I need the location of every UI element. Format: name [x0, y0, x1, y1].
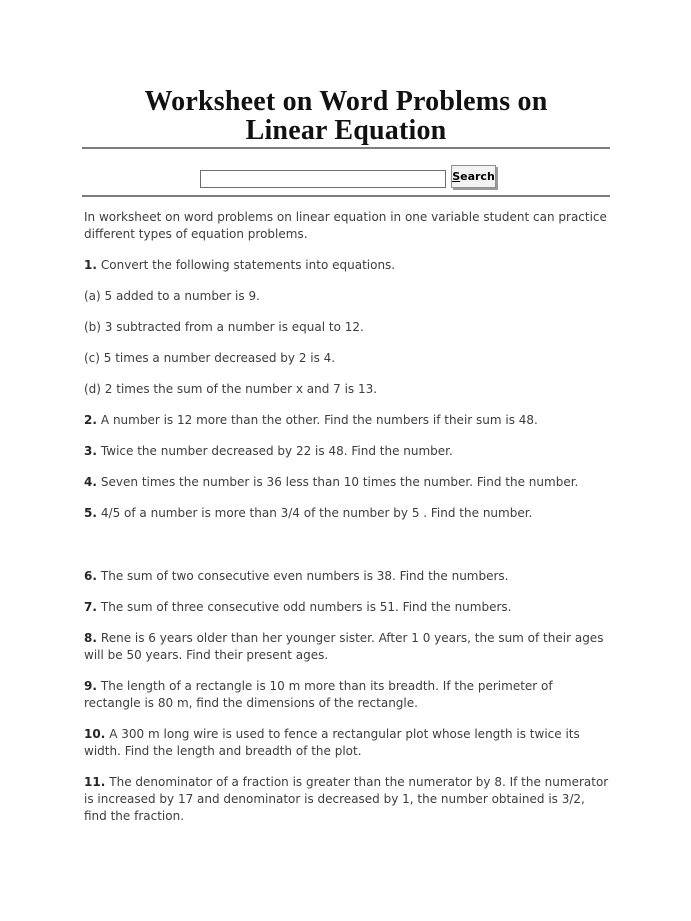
search-button-label: Search — [452, 170, 495, 183]
search-input[interactable] — [200, 170, 446, 188]
problem-text: Twice the number decreased by 22 is 48. Find the number. — [100, 444, 453, 458]
problem-number: 4. — [84, 475, 97, 489]
problem-item — [82, 257, 610, 274]
page-title-line-1: Worksheet on Word Problems on — [144, 86, 548, 117]
problem-text: (b) 3 subtracted from a number is equal to 12. — [84, 320, 364, 334]
problem-item — [82, 505, 610, 522]
problem-text: The sum of three consecutive odd numbers is 51. Find the numbers. — [100, 600, 512, 614]
problem-text: A 300 m long wire is used to fence a rectangular plot whose length is twice its width. Find the length and breadth of the plot. — [84, 727, 580, 758]
problem-item — [82, 350, 610, 367]
problem-number: 11. — [84, 775, 106, 789]
problem-text: Convert the following statements into equations. — [100, 258, 396, 272]
problem-text: (a) 5 added to a number is 9. — [84, 289, 260, 303]
search-button[interactable] — [451, 165, 496, 188]
problem-text: (c) 5 times a number decreased by 2 is 4. — [84, 351, 336, 365]
problem-item — [82, 726, 610, 760]
worksheet-body — [82, 209, 610, 825]
problem-item — [82, 568, 610, 585]
intro-paragraph: In worksheet on word problems on linear equation in one variable student can practice different types of equation problems. — [84, 210, 607, 241]
problem-item — [82, 443, 610, 460]
problem-text: The length of a rectangle is 10 m more than its breadth. If the perimeter of rectangle is 80 m, find the dimensions of the rectangle. — [84, 679, 553, 710]
problem-text: 4/5 of a number is more than 3/4 of the number by 5 . Find the number. — [100, 506, 533, 520]
problem-item — [82, 288, 610, 305]
content-divider — [82, 195, 610, 197]
problem-text: The sum of two consecutive even numbers is 38. Find the numbers. — [100, 569, 509, 583]
problem-number: 9. — [84, 679, 97, 693]
search-form — [82, 149, 610, 193]
problem-number: 10. — [84, 727, 106, 741]
page-title-line-2: Linear Equation — [245, 115, 447, 146]
problem-item — [82, 319, 610, 336]
problem-item — [82, 474, 610, 491]
problem-item — [82, 678, 610, 712]
problem-number: 6. — [84, 569, 97, 583]
problem-number: 5. — [84, 506, 97, 520]
problem-text: Seven times the number is 36 less than 10 times the number. Find the number. — [100, 475, 579, 489]
page-title — [82, 0, 610, 145]
problem-text: Rene is 6 years older than her younger sister. After 1 0 years, the sum of their ages will be 50 years. Find their present ages. — [84, 631, 604, 662]
problem-item — [82, 381, 610, 398]
problem-number: 2. — [84, 413, 97, 427]
problem-number: 7. — [84, 600, 97, 614]
problem-item — [82, 412, 610, 429]
problem-item — [82, 774, 610, 825]
problem-text: A number is 12 more than the other. Find the numbers if their sum is 48. — [100, 413, 538, 427]
problem-text: (d) 2 times the sum of the number x and 7 is 13. — [84, 382, 378, 396]
problem-item — [82, 599, 610, 616]
problem-number: 1. — [84, 258, 97, 272]
problem-item — [82, 630, 610, 664]
problem-number: 8. — [84, 631, 97, 645]
problem-text: The denominator of a fraction is greater than the numerator by 8. If the numerator is increased by 17 and denominator is decreased by 1, the number obtained is 3/2, find the fraction. — [84, 775, 609, 823]
problem-number: 3. — [84, 444, 97, 458]
